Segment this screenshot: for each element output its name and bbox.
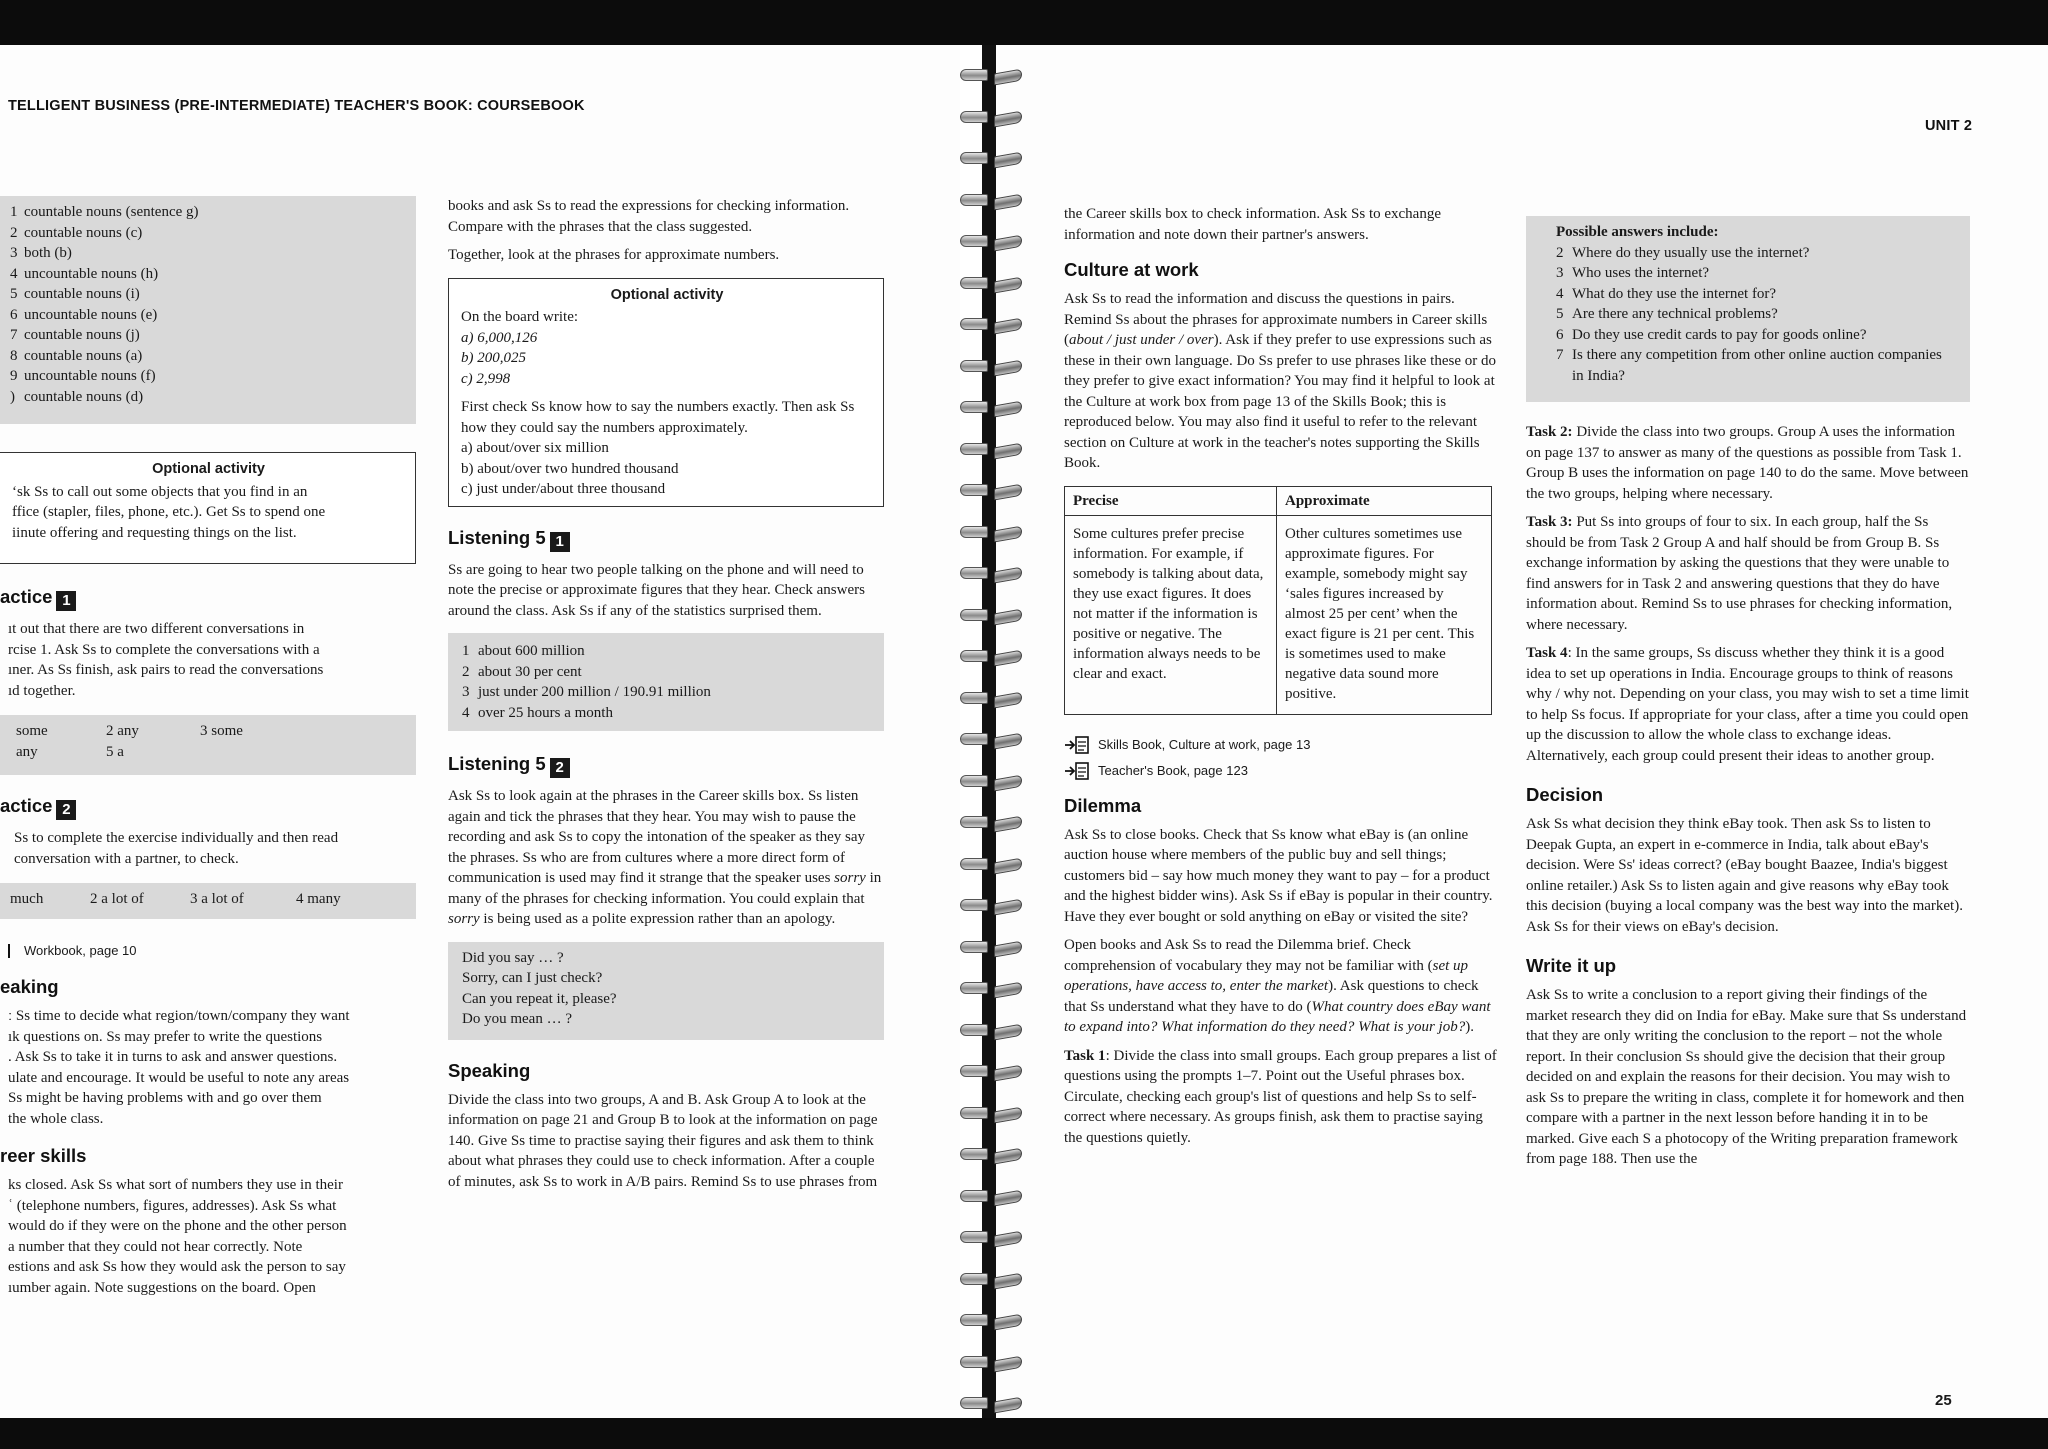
list-item (10, 366, 406, 387)
table-head-precise: Precise (1065, 486, 1277, 515)
binding-coil (960, 897, 1022, 915)
list-item (1556, 263, 1956, 284)
binding-coil (960, 773, 1022, 791)
list-item-number: 6 (10, 306, 18, 323)
binding-coil (960, 399, 1022, 417)
binding-coil (960, 939, 1022, 957)
list-item-text: uncountable nouns (h) (24, 265, 159, 282)
optional-answer-b: b) about/over two hundred thousand (461, 460, 679, 477)
table-cell-precise: Some cultures prefer precise information. For example, if somebody is talking about data, they use exact figures. It does not matter if the information is positive or negative. The information always needs to be clear and exact. (1065, 515, 1277, 714)
list-item-number: 2 (10, 224, 18, 241)
list-item-number: 5 (1556, 306, 1564, 322)
list-item-number: 2 (1556, 244, 1564, 261)
speaking-heading: Speaking (448, 1059, 531, 1081)
practice-1-text: ıt out that there are two different conversations in rcise 1. Ask Ss to complete the conversations with a ıner. As Ss finish, ask pairs to read the conversations ıd together. (8, 621, 324, 699)
speaking-heading-left: eaking (0, 976, 59, 997)
list-item (462, 703, 874, 724)
binding-coil (960, 980, 1022, 998)
right-running-head: UNIT 2 (1925, 118, 1973, 134)
phrase-item: Do you mean … ? (462, 1011, 572, 1027)
list-item-text: countable nouns (i) (24, 286, 140, 302)
binding-coil (960, 316, 1022, 334)
list-item-text: Where do they usually use the internet? (1572, 244, 1810, 261)
practice-1-answers: some 2 any 3 some any 5 a (0, 715, 416, 775)
list-item-number: 7 (10, 327, 18, 343)
task-2-text: Task 2: Divide the class into two groups. Group A uses the information on page 137 to answer as many of the questions as possible from Task 1. Group B uses the information on page 140 to do the same. Move between the two groups, helping where necessary. (1526, 424, 1969, 502)
binding-coil (960, 1022, 1022, 1040)
binding-coil (960, 1312, 1022, 1330)
list-item (10, 387, 406, 408)
list-item-text: just under 200 million / 190.91 million (478, 684, 711, 700)
list-item-text: countable nouns (sentence g) (24, 204, 199, 220)
optional-activity-line-2: ffice (stapler, files, phone, etc.). Get Ss to spend one (12, 504, 326, 520)
listening-1-heading: Listening 5 1 (448, 527, 884, 552)
binding-coil (960, 1271, 1022, 1289)
culture-text: Ask Ss to read the information and discuss the questions in pairs. Remind Ss about the phrases for approximate numbers in Career skills (about / just under / over). Ask if they prefer to use expressions such as these in their own language. Do Ss prefer to use phrases like these or do they prefer to give exact information? You may find it helpful to look at the Culture at work box from page 13 of the Skills Book; this is reproduced below. You may also find it useful to refer to the relevant section on Culture at work in the teacher's notes supporting the Skills Book. (1064, 291, 1496, 471)
list-item-text: about 30 per cent (478, 663, 582, 680)
list-item-text: uncountable nouns (e) (24, 306, 158, 323)
list-item-number: ) (10, 388, 15, 405)
list-item-text: over 25 hours a month (478, 704, 613, 721)
binding-coil (960, 441, 1022, 459)
decision-heading: Decision (1526, 784, 1604, 805)
binding-coil (960, 150, 1022, 168)
list-item-number: 7 (1556, 347, 1564, 363)
top-dark-border (0, 0, 2048, 45)
task-1-text: Task 1: Divide the class into small groups. Each group prepares a list of questions using the prompts 1–7. Point out the Useful phrases box. Circulate, checking each group's list of questions and help Ss to self-correct where necessary. As groups finish, ask them to practise saying the questions quietly. (1064, 1047, 1497, 1146)
task-4-text: Task 4: In the same groups, Ss discuss whether they think it is a good idea to set up operations in India. Encourage groups to think of reasons why / why not. Depending on your class, you may wish to set a time limit to help Ss focus. If appropriate for your class, after a time you could open up the discussion to allow the whole class to exchange ideas. Alternatively, each group could present their ideas to another group. (1526, 645, 1969, 764)
optional-activity-title: Optional activity (152, 461, 265, 477)
list-item (462, 641, 874, 662)
binding-coil (960, 607, 1022, 625)
binding-coil (960, 565, 1022, 583)
workbook-icon (8, 944, 10, 958)
phrase-item: Did you say … ? (462, 949, 564, 966)
right-intro: the Career skills box to check information. Ask Ss to exchange information and note down their partner's answers. (1064, 206, 1441, 243)
optional-activity-line-3: iinute offering and requesting things on the list. (12, 524, 297, 541)
list-item-number: 8 (10, 347, 18, 364)
list-item (10, 284, 406, 305)
right-column-2 (1526, 216, 1970, 1170)
list-item-number: 6 (1556, 326, 1564, 343)
list-item (462, 682, 874, 703)
possible-answers-box (1526, 216, 1970, 402)
binding-coil (960, 1188, 1022, 1206)
list-item (462, 662, 874, 683)
culture-heading: Culture at work (1064, 259, 1199, 280)
col2-intro: books and ask Ss to read the expressions for checking information. Compare with the phrases that the class suggested. (448, 198, 850, 235)
career-skills-heading: reer skills (0, 1145, 87, 1166)
table-head-approximate: Approximate (1277, 486, 1492, 515)
precise-approximate-table (1064, 486, 1492, 715)
speaking-text-left: ː Ss time to decide what region/town/company they want ık questions on. Ss may prefer to write the questions . Ask Ss to take it in turns to ask and answer questions. ulate and encourage. It would be useful to note any areas Ss might be having problems with and go over them the whole class. (8, 1008, 350, 1127)
col2-together: Together, look at the phrases for approximate numbers. (448, 247, 780, 263)
practice-2-text: Ss to complete the exercise individually and then read conversation with a partner, to check. (14, 830, 339, 867)
optional-answer-c: c) just under/about three thousand (461, 481, 666, 497)
binding-coil (960, 524, 1022, 542)
list-item-number: 1 (10, 204, 18, 220)
list-item (10, 243, 406, 264)
list-item-text: Do they use credit cards to pay for goods online? (1572, 326, 1867, 343)
list-item (10, 223, 406, 244)
list-item-number: 1 (462, 643, 470, 659)
list-item (10, 305, 406, 326)
decision-text: Ask Ss what decision they think eBay took. Then ask Ss to listen to Deepak Gupta, an expert in e-commerce in India, talk about eBay's decision. Were Ss' ideas correct? (eBay bought Baazee, India's biggest online retailer.) Ask Ss to listen again and give reasons why eBay took this decision (buying a local company was the best way into the market). Ask Ss for their views on eBay's decision. (1526, 816, 1963, 935)
practice-2-answers: much 2 a lot of 3 a lot of 4 many (0, 883, 416, 919)
listening-2-phrases (448, 942, 884, 1040)
table-cell-approximate: Other cultures sometimes use approximate figures. For example, somebody might say ‘sales figures increased by almost 25 per cent’ when the exact figure is 21 per cent. This is sometimes used to make negative data sound more positive. (1277, 515, 1492, 714)
list-item-text: both (b) (24, 245, 72, 261)
speaking-text: Divide the class into two groups, A and B. Ask Group A to look at the information on page 21 and Group B to look at the information on page 140. Give Ss time to practise saying their figures and ask them to think about what phrases they could use to check information. After a couple of minutes, ask Ss to work in A/B pairs. Remind Ss to use phrases from (448, 1091, 878, 1190)
list-item-number: 3 (10, 245, 18, 261)
binding-coil (960, 482, 1022, 500)
career-skills-text: ks closed. Ask Ss what sort of numbers they use in their ʿ (telephone numbers, figures, addresses). Ask Ss what would do if they were on the phone and the other person a number that they could not hear correctly. Note estions and ask Ss how they would ask the person to say ıumber again. Note suggestions on the board. Open (8, 1177, 347, 1296)
list-item-text: uncountable nouns (f) (24, 368, 156, 384)
binding-coil (960, 731, 1022, 749)
right-column-1 (1064, 204, 1498, 1148)
listening-1-answers (448, 633, 884, 731)
list-item-text: Are there any technical problems? (1572, 306, 1778, 322)
left-column-1 (0, 196, 416, 1298)
skills-book-reference: Skills Book, Culture at work, page 13 (1064, 735, 1498, 755)
list-item (1556, 243, 1956, 264)
optional-activity-box-1 (0, 452, 416, 564)
list-item-number: 4 (462, 704, 470, 721)
list-item-number: 3 (462, 684, 470, 700)
optional-number-c: c) 2,998 (461, 370, 511, 387)
left-column-2 (448, 196, 884, 1192)
list-item-text: What do they use the internet for? (1572, 285, 1777, 302)
list-item-number: 3 (1556, 265, 1564, 281)
binding-coil (960, 1354, 1022, 1372)
dilemma-paragraph-2: Open books and Ask Ss to read the Dilemma brief. Check comprehension of vocabulary they may not be familiar with (set up operations, have access to, enter the market). Ask questions to check that Ss understand what they have to do (What country does eBay want to expand into? What information do they need? What is your job?). (1064, 937, 1491, 1035)
binding-coil (960, 192, 1022, 210)
write-it-up-heading: Write it up (1526, 955, 1617, 976)
possible-answers-title: Possible answers include: (1556, 224, 1719, 240)
page-number: 25 (1935, 1392, 1952, 1409)
phrase-item: Sorry, can I just check? (462, 970, 603, 986)
list-item-number: 9 (10, 368, 18, 384)
list-item (10, 325, 406, 346)
list-item (1556, 284, 1956, 305)
list-item (10, 346, 406, 367)
left-running-head: TELLIGENT BUSINESS (PRE-INTERMEDIATE) TEACHER'S BOOK: COURSEBOOK (8, 98, 585, 114)
spiral-binding (960, 45, 1020, 1418)
book-reference-icon (1064, 761, 1090, 781)
list-item-number: 2 (462, 663, 470, 680)
teachers-book-reference: Teacher's Book, page 123 (1064, 761, 1498, 781)
binding-coil (960, 1105, 1022, 1123)
list-item-number: 4 (1556, 285, 1564, 302)
list-item (1556, 304, 1956, 325)
list-item-number: 4 (10, 265, 18, 282)
optional-activity-box-2 (448, 278, 884, 507)
dilemma-heading: Dilemma (1064, 794, 1142, 816)
binding-coil (960, 233, 1022, 251)
workbook-reference: Workbook, page 10 (0, 943, 416, 958)
list-item-text: countable nouns (j) (24, 327, 140, 343)
list-item (1556, 345, 1956, 386)
task-3-text: Task 3: Put Ss into groups of four to six. In each group, half the Ss should be from Task 2 Group A and half should be from Group B. Ss exchange information by asking the questions that they were unable to find answers for in Task 2 and answering questions that they do have information about. Remind Ss to use phrases for checking information, where necessary. (1526, 514, 1953, 633)
listening-1-text: Ss are going to hear two people talking on the phone and will need to note the precise or approximate figures that they hear. Check answers around the class. Ask Ss if any of the statistics surprised them. (448, 561, 865, 619)
binding-coil (960, 1229, 1022, 1247)
listening-2-heading: Listening 5 2 (448, 753, 884, 778)
practice-1-heading: actice 1 (0, 586, 416, 611)
list-item-text: countable nouns (a) (24, 347, 143, 364)
phrase-item: Can you repeat it, please? (462, 990, 617, 1007)
dilemma-paragraph-1: Ask Ss to close books. Check that Ss know what eBay is (an online auction house where members of the public buy and sell things; customers bid – say how much money they want to pay – for a product and the highest bidder wins). Ask Ss if eBay is popular in their country. Have they ever bought or sold anything on eBay or visited the site? (1064, 826, 1493, 925)
list-item-text: countable nouns (d) (24, 388, 144, 405)
optional-activity-2-title: Optional activity (610, 286, 724, 303)
optional-number-b: b) 200,025 (461, 350, 526, 366)
binding-coil (960, 856, 1022, 874)
listening-2-text: Ask Ss to look again at the phrases in the Career skills box. Ss listen again and tick the phrases that they hear. You may wish to pause the recording and ask Ss to copy the intonation of the speaker as they say the phrases. Ss who are from cultures where a more direct form of communication is used may find it strange that the speaker uses sorry in many of the phrases for checking information. You could explain that sorry is being used as a polite expression rather than an apology. (448, 788, 882, 927)
list-item-text: Who uses the internet? (1572, 265, 1710, 281)
list-item-text: Is there any competition from other online auction companies in India? (1572, 347, 1942, 384)
list-item-number: 5 (10, 286, 18, 302)
list-item-text: countable nouns (c) (24, 224, 143, 241)
optional-number-a: a) 6,000,126 (461, 329, 538, 346)
binding-coil (960, 814, 1022, 832)
answers-nouns-box (0, 196, 416, 424)
binding-coil (960, 690, 1022, 708)
optional-answer-a: a) about/over six million (461, 440, 609, 456)
list-item (10, 202, 406, 223)
list-item (1556, 325, 1956, 346)
binding-coil (960, 1063, 1022, 1081)
list-item-text: about 600 million (478, 643, 585, 659)
write-it-up-text: Ask Ss to write a conclusion to a report giving their findings of the market research they did on India for eBay. Make sure that Ss understand that they are only writing the conclusion to the report – not the whole report. In their conclusion Ss should give the decision that their group decided on and explain the reasons for their decision. You may wish to ask Ss to prepare the writing in class, complete it for homework and then compare with a partner in the next lesson before handing it in to be marked. Give each S a photocopy of the Writing preparation framework from page 188. Then use the (1526, 987, 1967, 1167)
book-reference-icon (1064, 735, 1090, 755)
binding-coil (960, 67, 1022, 85)
binding-coil (960, 109, 1022, 127)
optional-activity-2-board: On the board write: (461, 309, 579, 325)
binding-coil (960, 1395, 1022, 1413)
binding-coil (960, 275, 1022, 293)
optional-activity-line-1: ʻsk Ss to call out some objects that you find in an (12, 483, 308, 500)
bottom-dark-border (0, 1418, 2048, 1449)
optional-activity-2-check: First check Ss know how to say the numbers exactly. Then ask Ss how they could say the numbers approximately. (461, 399, 855, 436)
practice-2-heading: actice 2 (0, 795, 416, 820)
binding-coil (960, 648, 1022, 666)
list-item (10, 264, 406, 285)
binding-coil (960, 358, 1022, 376)
binding-coil (960, 1146, 1022, 1164)
